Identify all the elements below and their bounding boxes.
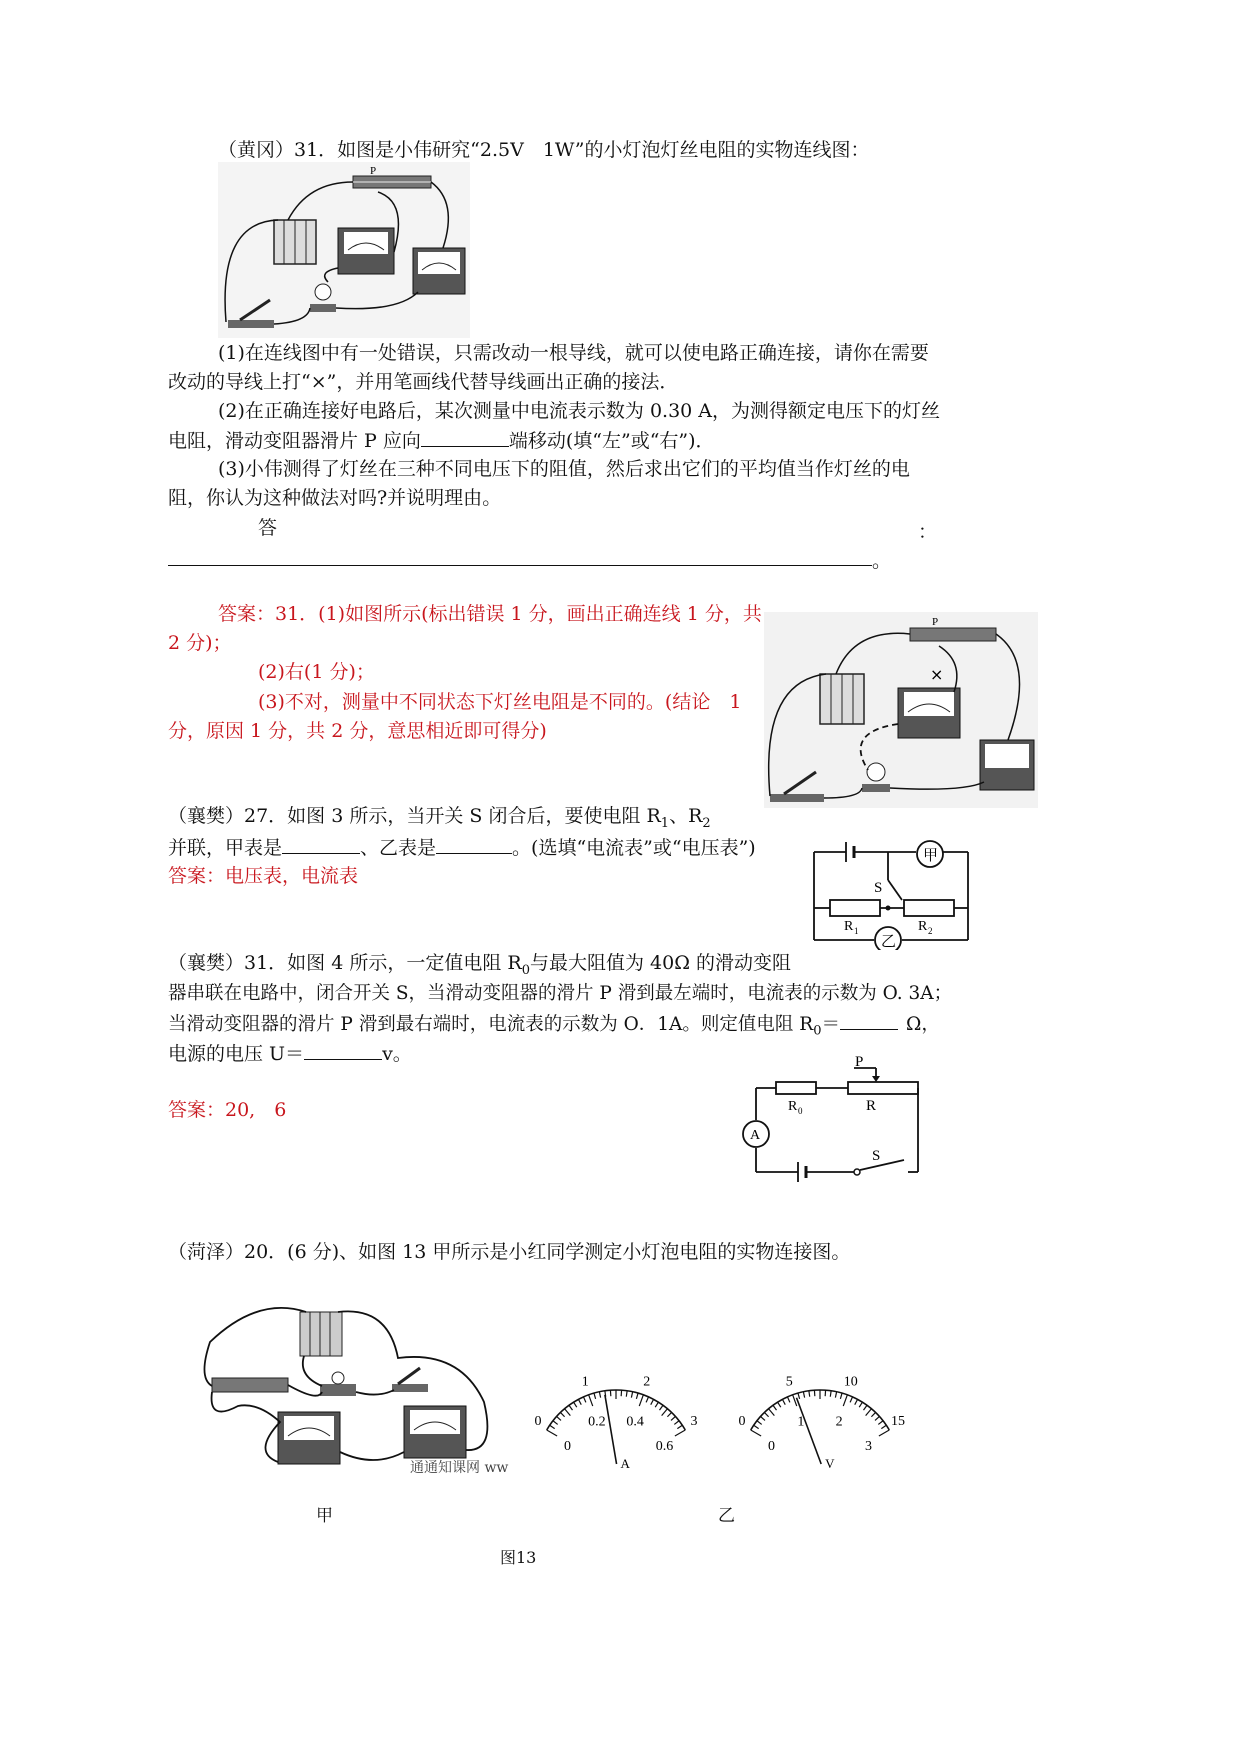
q3-line1-sub: 0 bbox=[521, 962, 530, 978]
voltmeter-tick bbox=[793, 1395, 797, 1406]
q1-answer-label: 答 bbox=[258, 517, 278, 539]
q1-header: （黄冈）31．如图是小伟研究“2.5V 1W”的小灯泡灯丝电阻的实物连线图： bbox=[218, 139, 870, 161]
q3-line3-sub: 0 bbox=[813, 1023, 822, 1039]
ammeter-tick bbox=[550, 1425, 555, 1428]
q1-part3-line2: 阻，你认为这种做法对吗?并说明理由。 bbox=[168, 487, 502, 509]
voltmeter-bottom-label: 3 bbox=[864, 1439, 872, 1454]
ammeter-bottom-label: 0 bbox=[564, 1439, 572, 1454]
voltmeter-needle bbox=[797, 1398, 822, 1464]
q1-answer-cross-mark: × bbox=[930, 665, 944, 684]
q1-part2-line1: (2)在正确连接好电路后，某次测量中电流表示数为 0.30 A，为测得额定电压下的灯丝 bbox=[218, 400, 941, 422]
q1-answer-line1: 答案：31．(1)如图所示(标出错误 1 分，画出正确连线 1 分，共 bbox=[218, 603, 762, 625]
q3-line1-text-b: 与最大阻值为 40Ω 的滑动变阻 bbox=[529, 952, 791, 974]
q4-header: （菏泽）20．(6 分)、如图 13 甲所示是小红同学测定小灯泡电阻的实物连接图。 bbox=[168, 1241, 851, 1263]
voltmeter-tick bbox=[840, 1393, 842, 1399]
voltmeter-tick bbox=[875, 1416, 879, 1420]
ammeter-tick bbox=[574, 1402, 577, 1407]
q4-watermark: 通通知课网 ww bbox=[410, 1460, 509, 1476]
q2-line2-text-a: 并联，甲表是 bbox=[168, 837, 283, 859]
q2-fig-r2: R bbox=[918, 919, 928, 934]
ammeter-bottom-label: 0.2 bbox=[588, 1414, 606, 1430]
voltmeter-tick bbox=[751, 1430, 761, 1436]
ammeter-tick bbox=[599, 1392, 600, 1398]
q1-part2-text-b: 端移动(填“左”或“右”)． bbox=[508, 430, 715, 452]
q4-figure-caption: 图13 bbox=[500, 1548, 537, 1567]
q1-answer-line3: (2)右(1 分)； bbox=[258, 661, 375, 683]
ammeter-top-label: 3 bbox=[690, 1414, 698, 1429]
q3-fig-p-label: P bbox=[855, 1054, 864, 1070]
q2-meter2-blank[interactable] bbox=[436, 831, 512, 854]
ammeter-tick bbox=[639, 1395, 643, 1406]
voltmeter-top-label: 5 bbox=[785, 1374, 793, 1390]
voltmeter-top-label: 0 bbox=[738, 1414, 746, 1429]
q1-answer-end-mark: 。 bbox=[872, 550, 892, 572]
ammeter-tick bbox=[651, 1399, 654, 1404]
ammeter-top-label: 0 bbox=[534, 1414, 542, 1429]
q1-circuit-figure bbox=[218, 162, 470, 338]
voltmeter-unit-letter: V bbox=[825, 1456, 835, 1470]
ammeter-tick bbox=[646, 1397, 648, 1402]
q3-line3-text-b: ＝ bbox=[821, 1014, 840, 1035]
q2-fig-r1: R bbox=[844, 919, 854, 934]
ammeter-tick bbox=[589, 1395, 593, 1406]
ammeter-tick bbox=[675, 1430, 685, 1436]
q1-answer-line4: (3)不对，测量中不同状态下灯丝电阻是不同的。(结论 1 bbox=[258, 691, 742, 713]
q3-line4 bbox=[168, 1037, 412, 1070]
ammeter-tick bbox=[583, 1397, 585, 1402]
ammeter-bottom-label: 0.6 bbox=[655, 1439, 674, 1454]
q1-part2-text-a: 电阻，滑动变阻器滑片 P 应向 bbox=[168, 430, 421, 452]
q3-line4-text-a: 电源的电压 U＝ bbox=[168, 1043, 305, 1065]
q3-circuit-diagram bbox=[736, 1052, 922, 1182]
q2-fig-r2-sub: 2 bbox=[928, 926, 933, 936]
ammeter-tick bbox=[565, 1409, 571, 1416]
q1-answer-line2: 2 分)； bbox=[168, 632, 232, 654]
ammeter-tick bbox=[578, 1399, 581, 1404]
ammeter-tick bbox=[560, 1412, 564, 1416]
q2-line2-text-c: 。(选填“电流表”或“电压表”) bbox=[512, 837, 756, 859]
ammeter-tick bbox=[631, 1392, 632, 1398]
voltmeter-bottom-label: 1 bbox=[797, 1414, 805, 1430]
voltmeter-tick bbox=[764, 1412, 768, 1416]
q2-fig-r1-sub: 1 bbox=[854, 926, 859, 936]
voltmeter-tick bbox=[798, 1393, 800, 1399]
ammeter-tick bbox=[594, 1393, 596, 1399]
q1-part3-line1: (3)小伟测得了灯丝在三种不同电压下的阻值，然后求出它们的平均值当作灯丝的电 bbox=[218, 458, 910, 480]
q3-line3-text-a: 当滑动变阻器的滑片 P 滑到最右端时，电流表的示数为 O．1A。则定值电阻 R bbox=[168, 1014, 814, 1035]
ammeter-tick bbox=[569, 1405, 573, 1410]
q1-answer-line5: 分，原因 1 分，共 2 分，意思相近即可得分) bbox=[168, 720, 547, 742]
q2-fig-switch-label: S bbox=[874, 880, 883, 896]
voltmeter-tick bbox=[859, 1402, 862, 1407]
q2-line2-text-b: 、乙表是 bbox=[360, 837, 437, 859]
q4-voltmeter-dial bbox=[728, 1352, 924, 1470]
voltmeter-tick bbox=[782, 1399, 785, 1404]
ammeter-unit-letter: A bbox=[620, 1456, 630, 1470]
ammeter-tick bbox=[557, 1416, 561, 1420]
q1-fig-p-label: P bbox=[370, 165, 377, 177]
voltmeter-top-label: 10 bbox=[843, 1374, 858, 1390]
ammeter-tick bbox=[659, 1405, 663, 1410]
voltmeter-tick bbox=[809, 1391, 810, 1397]
q2-line1-text-a: （襄樊）27．如图 3 所示，当开关 S 闭合后，要使电阻 R bbox=[168, 805, 661, 827]
voltmeter-tick bbox=[757, 1421, 762, 1425]
q2-fig-meter1: 甲 bbox=[923, 848, 939, 864]
q2-line1-sub1: 1 bbox=[660, 815, 670, 831]
ammeter-tick bbox=[674, 1421, 679, 1425]
voltmeter-tick bbox=[787, 1397, 789, 1402]
q1-part1-line1: (1)在连线图中有一处错误，只需改动一根导线，就可以使电路正确连接，请你在需要 bbox=[218, 342, 929, 364]
q3-fig-switch-label: S bbox=[872, 1148, 881, 1164]
ammeter-tick bbox=[655, 1402, 658, 1407]
ammeter-tick bbox=[662, 1409, 668, 1416]
voltmeter-top-label: 15 bbox=[890, 1414, 905, 1429]
q4-caption-left: 甲 bbox=[316, 1506, 333, 1526]
q2-meter1-blank[interactable] bbox=[282, 831, 360, 854]
ammeter-needle bbox=[605, 1395, 617, 1464]
voltmeter-tick bbox=[878, 1421, 883, 1425]
ammeter-tick bbox=[626, 1391, 627, 1397]
voltmeter-tick bbox=[866, 1409, 872, 1416]
voltmeter-tick bbox=[754, 1425, 759, 1428]
q3-voltage-blank[interactable] bbox=[304, 1037, 382, 1060]
ammeter-tick bbox=[547, 1430, 557, 1436]
q1-answer-colon: ： bbox=[918, 521, 938, 543]
q3-resistance-blank[interactable] bbox=[840, 1007, 898, 1030]
q3-line3-text-c: Ω， bbox=[906, 1014, 940, 1035]
q3-fig-r-label: R bbox=[866, 1098, 877, 1114]
voltmeter-tick bbox=[850, 1397, 852, 1402]
ammeter-tick bbox=[636, 1393, 638, 1399]
q1-answer-fig-p-label: P bbox=[932, 616, 939, 628]
voltmeter-tick bbox=[830, 1391, 831, 1397]
ammeter-tick bbox=[677, 1425, 682, 1428]
ammeter-bottom-label: 0.4 bbox=[626, 1414, 644, 1430]
voltmeter-tick bbox=[871, 1412, 875, 1416]
q3-answer: 答案：20, 6 bbox=[168, 1099, 287, 1121]
q4-caption-right: 乙 bbox=[718, 1506, 735, 1526]
ammeter-tick bbox=[671, 1416, 675, 1420]
voltmeter-bottom-label: 0 bbox=[768, 1439, 776, 1454]
q3-line4-text-b: v。 bbox=[382, 1043, 412, 1065]
ammeter-top-label: 1 bbox=[581, 1374, 589, 1390]
voltmeter-tick bbox=[835, 1392, 836, 1398]
ammeter-tick bbox=[667, 1412, 671, 1416]
voltmeter-tick bbox=[879, 1430, 889, 1436]
q2-line1-text-b: 、R bbox=[669, 805, 703, 827]
q1-answer-circuit-figure bbox=[764, 612, 1038, 808]
voltmeter-tick bbox=[778, 1402, 781, 1407]
q3-fig-ammeter: A bbox=[750, 1128, 761, 1143]
voltmeter-tick bbox=[761, 1416, 765, 1420]
q3-fig-r0-sub: 0 bbox=[798, 1106, 803, 1116]
q1-direction-blank[interactable] bbox=[421, 424, 509, 447]
q3-line1-text-a: （襄樊）31．如图 4 所示，一定值电阻 R bbox=[168, 952, 522, 974]
voltmeter-bottom-label: 2 bbox=[835, 1414, 843, 1430]
voltmeter-tick bbox=[843, 1395, 847, 1406]
q3-line2: 器串联在电路中，闭合开关 S，当滑动变阻器的滑片 P 滑到最左端时，电流表的示数为 O. 3A； bbox=[168, 983, 953, 1004]
q2-line1-sub2: 2 bbox=[702, 815, 711, 831]
ammeter-top-label: 2 bbox=[643, 1374, 651, 1390]
voltmeter-tick bbox=[863, 1405, 867, 1410]
q2-circuit-diagram bbox=[808, 832, 974, 950]
ammeter-tick bbox=[553, 1421, 558, 1425]
q2-fig-meter2: 乙 bbox=[881, 934, 897, 950]
q1-answer-line[interactable] bbox=[168, 565, 872, 566]
q3-fig-r0: R bbox=[788, 1099, 798, 1114]
q4-ammeter-dial bbox=[524, 1352, 716, 1470]
voltmeter-tick bbox=[881, 1425, 886, 1428]
voltmeter-tick bbox=[769, 1409, 775, 1416]
q2-answer: 答案：电压表，电流表 bbox=[168, 865, 359, 887]
voltmeter-tick bbox=[855, 1399, 858, 1404]
voltmeter-tick bbox=[803, 1392, 804, 1398]
voltmeter-tick bbox=[773, 1405, 777, 1410]
q1-part1-line2: 改动的导线上打“×”，并用笔画线代替导线画出正确的接法． bbox=[168, 371, 679, 393]
